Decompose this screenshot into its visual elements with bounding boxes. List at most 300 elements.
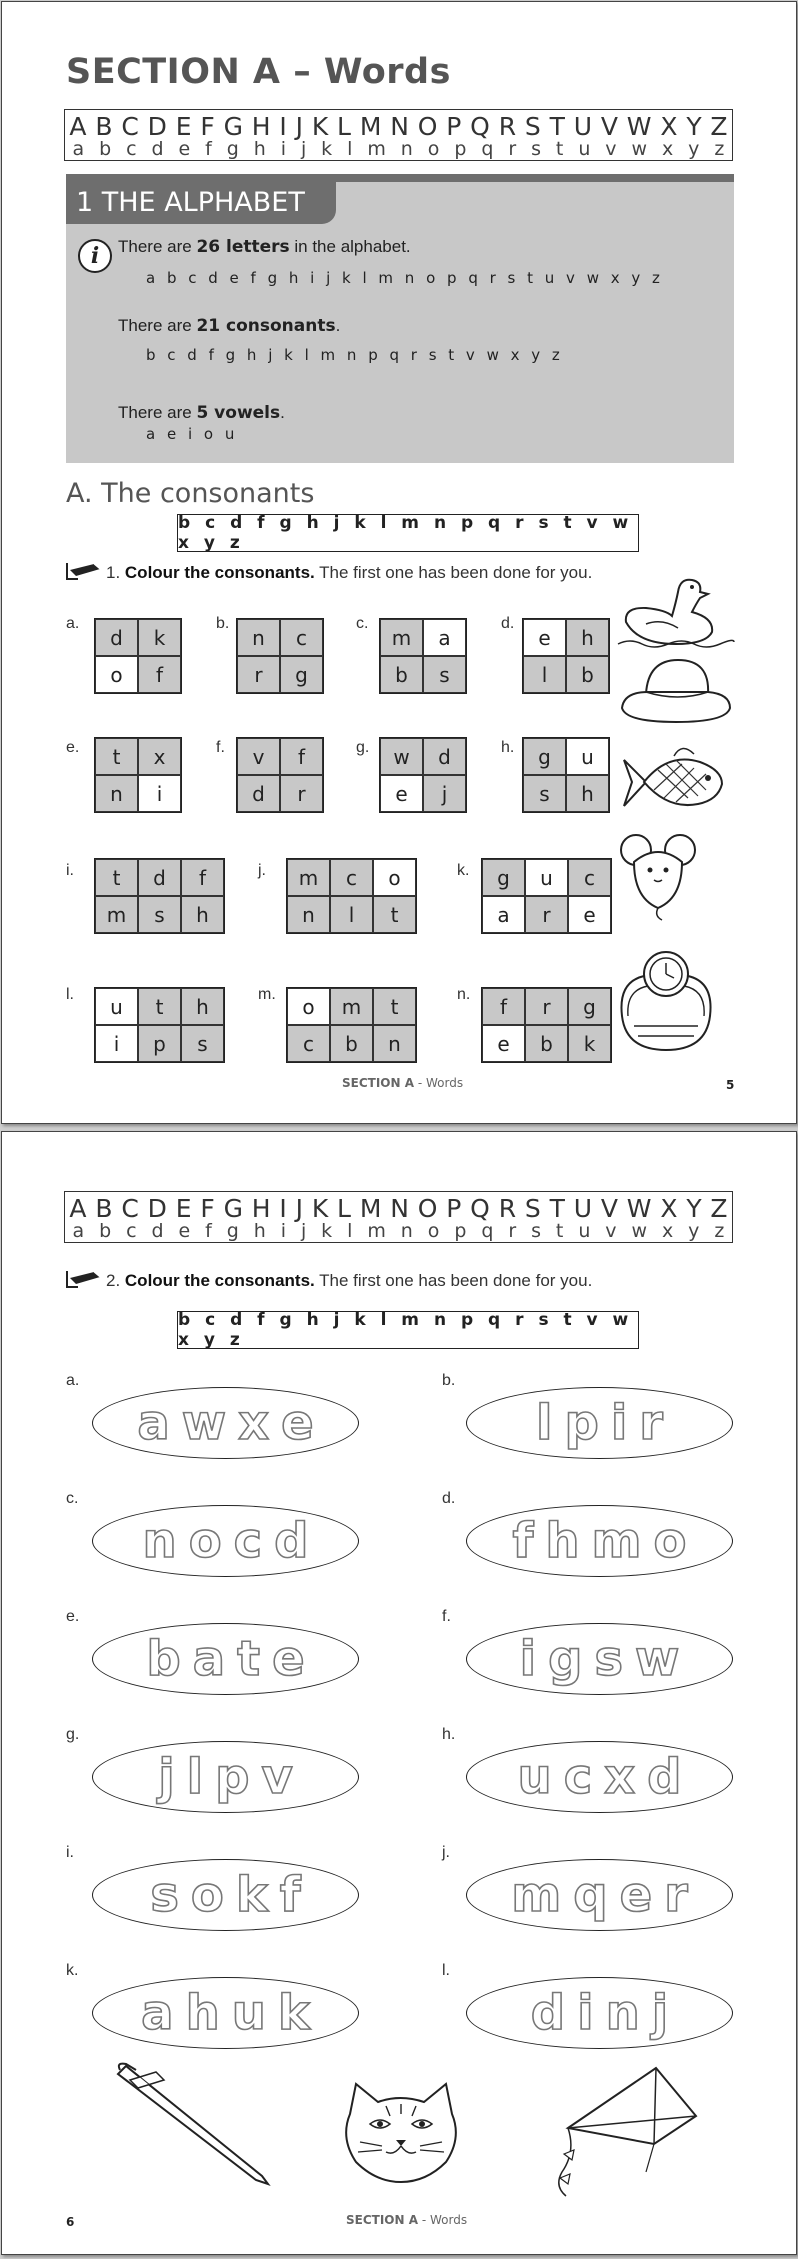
cat-illustration (336, 2078, 466, 2188)
letter-cell[interactable]: k (138, 619, 181, 656)
letter-cell[interactable]: g (280, 656, 323, 693)
outlined-letter[interactable]: c (563, 1749, 593, 1805)
alphabet-uppercase-row (65, 1194, 732, 1223)
exercise-label: d. (501, 615, 515, 632)
letter-cell[interactable]: i (95, 1025, 138, 1062)
letter-cell[interactable]: d (423, 738, 466, 775)
alphabet-lowercase-row (65, 138, 732, 160)
alphabet-letter: j (300, 138, 307, 160)
alphabet-letter: u (578, 1220, 591, 1242)
letter-cell[interactable]: m (330, 988, 373, 1025)
alphabet-letter: R (498, 1194, 517, 1223)
outlined-letter[interactable]: l (186, 1749, 204, 1805)
exercise-label: f. (216, 739, 225, 756)
outlined-letter[interactable]: p (564, 1395, 599, 1451)
outlined-letter[interactable]: l (536, 1395, 553, 1451)
outlined-letter[interactable]: h (185, 1985, 220, 2041)
letter-oval (466, 1977, 733, 2049)
letter-cell[interactable]: r (525, 988, 568, 1025)
vowels-count: 5 vowels (196, 403, 281, 423)
alphabet-letter: i (280, 1220, 286, 1242)
alphabet-letter: m (367, 138, 386, 160)
exercise-label: g. (356, 739, 370, 756)
outlined-letter[interactable]: r (664, 1867, 688, 1923)
outlined-letter[interactable]: k (235, 1867, 268, 1923)
letter-cell[interactable]: h (566, 619, 609, 656)
outlined-letter[interactable]: b (146, 1631, 181, 1687)
alphabet-letter: W (626, 1194, 652, 1223)
page-number: 6 (66, 2215, 75, 2229)
alphabet-letter: n (400, 1220, 413, 1242)
exercise-label: c. (66, 1490, 79, 1507)
letter-cell[interactable]: t (373, 988, 416, 1025)
text-part: There are (118, 403, 197, 422)
alphabet-letter: g (226, 138, 239, 160)
alphabet-letter: F (200, 112, 215, 141)
workbook-page-5 (1, 1, 797, 1124)
outlined-letter[interactable]: s (150, 1867, 179, 1923)
alphabet-letter: B (95, 1194, 113, 1223)
alphabet-letter: P (446, 1194, 462, 1223)
letters-count-line (118, 237, 411, 257)
alphabet-letter: s (531, 138, 541, 160)
outlined-letter[interactable]: h (545, 1513, 580, 1569)
letter-grid (522, 618, 610, 694)
letter-cell[interactable]: c (330, 859, 373, 896)
outlined-letter[interactable]: o (653, 1513, 687, 1569)
mouse-illustration (618, 828, 698, 922)
letter-cell[interactable]: u (566, 738, 609, 775)
letter-cell[interactable]: f (280, 738, 323, 775)
alphabet-letter: q (481, 1220, 494, 1242)
outlined-letter[interactable]: i (610, 1395, 628, 1451)
letter-cell[interactable]: o (287, 988, 330, 1025)
letter-cell[interactable]: b (330, 1025, 373, 1062)
letter-cell[interactable]: b (566, 656, 609, 693)
alphabet-letter: x (661, 1220, 674, 1242)
outlined-letter[interactable]: f (279, 1867, 301, 1923)
outlined-letter[interactable]: d (530, 1985, 566, 2041)
alphabet-letter: f (205, 138, 212, 160)
alphabet-letter: q (481, 138, 494, 160)
alphabet-letter: g (226, 1220, 239, 1242)
exercise-2-instruction (106, 1271, 592, 1291)
alphabet-letter: z (714, 1220, 725, 1242)
exercise-label: b. (442, 1372, 456, 1389)
exercise-label: f. (442, 1608, 451, 1625)
letter-cell[interactable]: n (95, 775, 138, 812)
letter-cell[interactable]: a (482, 896, 525, 933)
outlined-letter[interactable]: r (639, 1395, 663, 1451)
outlined-letter[interactable]: u (231, 1985, 266, 2041)
outlined-letter[interactable]: m (591, 1513, 642, 1569)
text-part: There are (118, 237, 197, 256)
letter-grid (94, 618, 182, 694)
outlined-letter[interactable]: u (517, 1749, 552, 1805)
letter-cell[interactable]: b (525, 1025, 568, 1062)
letter-cell[interactable]: d (95, 619, 138, 656)
letter-cell[interactable]: s (423, 656, 466, 693)
exercise-label: d. (442, 1490, 456, 1507)
letter-cell[interactable]: t (95, 738, 138, 775)
letter-cell[interactable]: h (181, 988, 224, 1025)
letter-oval (92, 1505, 359, 1577)
letter-cell[interactable]: n (373, 1025, 416, 1062)
alphabet-letter: k (321, 138, 333, 160)
text-part: - Words (418, 2213, 468, 2227)
outlined-letter[interactable]: x (238, 1395, 270, 1451)
letter-grid (286, 987, 417, 1063)
fish-illustration (618, 740, 728, 824)
alphabet-letter: E (175, 112, 192, 141)
alphabet-letter: H (251, 112, 271, 141)
letter-cell[interactable]: s (138, 896, 181, 933)
letter-cell[interactable]: f (138, 656, 181, 693)
letter-oval (466, 1741, 733, 1813)
alphabet-letter: A (69, 112, 87, 141)
letter-cell[interactable]: n (237, 619, 280, 656)
outlined-letter[interactable]: m (511, 1867, 562, 1923)
letter-cell[interactable]: j (423, 775, 466, 812)
letter-oval (466, 1623, 733, 1695)
letter-cell[interactable]: e (380, 775, 423, 812)
outlined-letter[interactable]: n (142, 1513, 177, 1569)
alphabet-letter: N (390, 112, 409, 141)
alphabet-letter: G (223, 1194, 243, 1223)
outlined-letter[interactable]: e (272, 1631, 305, 1687)
letter-cell[interactable]: u (525, 859, 568, 896)
exercise-label: e. (66, 1608, 80, 1625)
alphabet-letter: E (175, 1194, 192, 1223)
alphabet-letter: o (427, 1220, 440, 1242)
exercise-label: n. (457, 986, 471, 1003)
alphabet-letter: y (688, 1220, 700, 1242)
alphabet-letter: m (367, 1220, 386, 1242)
vowels-list: a e i o u (146, 425, 237, 443)
text-part: Colour the consonants. (124, 563, 315, 582)
alphabet-letter: t (555, 138, 564, 160)
letter-cell[interactable]: t (373, 896, 416, 933)
text-part: SECTION A (346, 2213, 419, 2227)
letter-oval (466, 1859, 733, 1931)
consonants-count: 21 consonants (196, 316, 336, 336)
alphabet-letter: U (573, 1194, 593, 1223)
letter-cell[interactable]: m (287, 859, 330, 896)
alphabet-letter: O (417, 112, 438, 141)
outlined-letter[interactable]: g (548, 1631, 583, 1687)
alphabet-letter: v (605, 1220, 617, 1242)
outlined-letter[interactable]: i (577, 1985, 594, 2041)
alphabet-letter: a (72, 138, 85, 160)
alphabet-letter: c (126, 1220, 137, 1242)
outlined-letter[interactable]: j (651, 1985, 669, 2041)
letter-cell[interactable]: n (287, 896, 330, 933)
letter-cell[interactable]: c (568, 859, 611, 896)
page-footer (342, 1076, 463, 1090)
alphabet-letter: a (72, 1220, 85, 1242)
letter-cell[interactable]: c (287, 1025, 330, 1062)
consonants-list: b c d f g h j k l m n p q r s t v w x y z (146, 346, 562, 364)
alphabet-letter: k (321, 1220, 333, 1242)
letter-cell[interactable]: e (482, 1025, 525, 1062)
alphabet-letter: i (280, 138, 286, 160)
letter-cell[interactable]: m (95, 896, 138, 933)
alphabet-letter: e (178, 138, 191, 160)
text-part: in the alphabet. (289, 237, 411, 256)
alphabet-letter: L (337, 1194, 351, 1223)
text-part: 2. (106, 1271, 125, 1290)
alphabet-letter: P (446, 112, 462, 141)
consonants-subheading: A. The consonants (66, 478, 315, 509)
letter-cell[interactable]: t (138, 988, 181, 1025)
letter-cell[interactable]: u (95, 988, 138, 1025)
letter-cell[interactable]: g (523, 738, 566, 775)
exercise-label: h. (501, 739, 515, 756)
letter-grid (379, 737, 467, 813)
alphabet-letter: G (223, 112, 243, 141)
letter-oval (92, 1859, 359, 1931)
alphabet-letter: A (69, 1194, 87, 1223)
info-icon: i (78, 239, 112, 273)
letter-cell[interactable]: m (380, 619, 423, 656)
alphabet-letter: e (178, 1220, 191, 1242)
letter-cell[interactable]: d (237, 775, 280, 812)
letter-oval (92, 1623, 359, 1695)
pen-illustration (112, 2058, 282, 2188)
outlined-letter[interactable]: w (181, 1395, 227, 1451)
exercise-label: l. (66, 986, 74, 1003)
text-part: - Words (414, 1076, 464, 1090)
vowels-count-line (118, 403, 285, 423)
text-part: The first one has been done for you. (314, 563, 593, 582)
letter-cell[interactable]: f (181, 859, 224, 896)
letter-cell[interactable]: o (373, 859, 416, 896)
alphabet-letter: p (454, 1220, 467, 1242)
alphabet-letter: x (661, 138, 674, 160)
alphabet-letter: N (390, 1194, 409, 1223)
outlined-letter[interactable]: p (215, 1749, 250, 1805)
outlined-letter[interactable]: w (635, 1631, 680, 1687)
alphabet-letter: I (279, 112, 287, 141)
letter-cell[interactable]: s (523, 775, 566, 812)
letter-cell[interactable]: w (380, 738, 423, 775)
letter-cell[interactable]: o (95, 656, 138, 693)
alphabet-letter: Q (470, 1194, 490, 1223)
outlined-letter[interactable]: x (604, 1749, 636, 1805)
outlined-letter[interactable]: d (647, 1749, 682, 1805)
alphabet-letter: X (660, 1194, 678, 1223)
alphabet-letter: M (359, 112, 382, 141)
letter-cell[interactable]: f (482, 988, 525, 1025)
workbook-page-6 (1, 1131, 797, 2255)
letters-count: 26 letters (196, 237, 290, 257)
letter-cell[interactable]: t (95, 859, 138, 896)
outlined-letter[interactable]: a (137, 1395, 170, 1451)
letter-cell[interactable]: k (568, 1025, 611, 1062)
alphabet-letter: K (311, 1194, 329, 1223)
outlined-letter[interactable]: e (281, 1395, 314, 1451)
alphabet-uppercase-row (65, 112, 732, 141)
letter-oval (92, 1387, 359, 1459)
letter-oval (466, 1505, 733, 1577)
letter-cell[interactable]: g (568, 988, 611, 1025)
alphabet-letter: h (253, 1220, 266, 1242)
alphabet-letter: T (549, 112, 565, 141)
alphabet-letter: B (95, 112, 113, 141)
letter-cell[interactable]: r (280, 775, 323, 812)
outlined-letter[interactable]: f (512, 1513, 534, 1569)
letter-cell[interactable]: l (523, 656, 566, 693)
section-title: SECTION A – Words (66, 52, 451, 92)
alphabet-letter: r (508, 1220, 517, 1242)
alphabet-letter: s (531, 1220, 541, 1242)
alphabet-letter: C (121, 1194, 139, 1223)
all-letters-list: a b c d e f g h i j k l m n o p q r s t u v w x y z (146, 269, 662, 287)
exercise-label: j. (442, 1844, 450, 1861)
letter-grid (94, 987, 225, 1063)
alphabet-lowercase-row (65, 1220, 732, 1242)
consonants-count-line (118, 316, 340, 336)
letter-grid (236, 618, 324, 694)
letter-cell[interactable]: e (568, 896, 611, 933)
exercise-label: h. (442, 1726, 456, 1743)
outlined-letter[interactable]: i (519, 1631, 537, 1687)
alphabet-letter: D (147, 1194, 167, 1223)
letter-cell[interactable]: h (181, 896, 224, 933)
alphabet-letter: b (99, 1220, 112, 1242)
outlined-letter[interactable]: d (274, 1513, 309, 1569)
alphabet-letter: y (688, 138, 700, 160)
outlined-letter[interactable]: j (158, 1749, 175, 1805)
outlined-letter[interactable]: c (233, 1513, 263, 1569)
text-part: The first one has been done for you. (314, 1271, 593, 1290)
exercise-label: i. (66, 862, 74, 879)
alphabet-letter: d (151, 1220, 164, 1242)
letter-oval (466, 1387, 733, 1459)
pencil-icon (66, 1268, 102, 1290)
alphabet-letter: j (300, 1220, 307, 1242)
page-footer (346, 2213, 467, 2227)
alphabet-letter: w (631, 138, 648, 160)
exercise-label: e. (66, 739, 80, 756)
letter-grid (379, 618, 467, 694)
alphabet-letter: V (600, 1194, 618, 1223)
alphabet-info-panel (66, 174, 734, 463)
exercise-label: l. (442, 1962, 450, 1979)
alphabet-letter: l (347, 138, 353, 160)
letter-cell[interactable]: l (330, 896, 373, 933)
exercise-label: m. (258, 986, 276, 1003)
exercise-1-instruction (106, 563, 592, 583)
exercise-label: a. (66, 615, 80, 632)
outlined-letter[interactable]: s (594, 1631, 624, 1687)
alphabet-letter: K (311, 112, 329, 141)
alphabet-letter: Z (710, 1194, 728, 1223)
alphabet-letter: v (605, 138, 617, 160)
alphabet-letter: o (427, 138, 440, 160)
exercise-label: c. (356, 615, 369, 632)
letter-grid (94, 737, 182, 813)
alphabet-letter: b (99, 138, 112, 160)
letter-grid (236, 737, 324, 813)
letter-cell[interactable]: r (525, 896, 568, 933)
text-part: 1. (106, 563, 125, 582)
exercise-label: g. (66, 1726, 80, 1743)
kite-illustration (550, 2062, 700, 2202)
alphabet-letter: I (279, 1194, 287, 1223)
watch-illustration (614, 946, 718, 1056)
letter-cell[interactable]: a (423, 619, 466, 656)
alphabet-letter: S (524, 112, 541, 141)
outlined-letter[interactable]: k (277, 1985, 310, 2041)
text-part: SECTION A (342, 1076, 415, 1090)
alphabet-letter: f (205, 1220, 212, 1242)
alphabet-letter: Z (710, 112, 728, 141)
unit-tab-title: 1 THE ALPHABET (66, 182, 336, 224)
alphabet-strip (64, 109, 733, 161)
exercise-label: k. (66, 1962, 79, 1979)
letter-cell[interactable]: x (138, 738, 181, 775)
letter-cell[interactable]: h (566, 775, 609, 812)
letter-cell[interactable]: i (138, 775, 181, 812)
alphabet-letter: L (337, 112, 351, 141)
letter-cell[interactable]: p (138, 1025, 181, 1062)
letter-cell[interactable]: c (280, 619, 323, 656)
alphabet-letter: F (200, 1194, 215, 1223)
alphabet-letter: Y (686, 1194, 702, 1223)
alphabet-letter: z (714, 138, 725, 160)
outlined-letter[interactable]: t (237, 1631, 261, 1687)
alphabet-letter: C (121, 112, 139, 141)
exercise-label: b. (216, 615, 230, 632)
letter-grid (94, 858, 225, 934)
consonant-reference-box: b c d f g h j k l m n p q r s t v w x y z (177, 1311, 639, 1349)
alphabet-letter: p (454, 138, 467, 160)
outlined-letter[interactable]: v (261, 1749, 293, 1805)
text-part: There are (118, 316, 197, 335)
letter-cell[interactable]: e (523, 619, 566, 656)
letter-cell[interactable]: v (237, 738, 280, 775)
alphabet-letter: R (498, 112, 517, 141)
alphabet-letter: r (508, 138, 517, 160)
outlined-letter[interactable]: a (192, 1631, 226, 1687)
alphabet-letter: Y (686, 112, 702, 141)
alphabet-letter: h (253, 138, 266, 160)
outlined-letter[interactable]: o (190, 1867, 224, 1923)
letter-cell[interactable]: g (482, 859, 525, 896)
letter-grid (522, 737, 610, 813)
outlined-letter[interactable]: a (141, 1985, 174, 2041)
hat-illustration (618, 652, 734, 728)
alphabet-letter: U (573, 112, 593, 141)
letter-cell[interactable]: s (181, 1025, 224, 1062)
letter-cell[interactable]: b (380, 656, 423, 693)
outlined-letter[interactable]: q (573, 1867, 608, 1923)
alphabet-letter: J (295, 112, 303, 141)
outlined-letter[interactable]: o (188, 1513, 222, 1569)
letter-cell[interactable]: r (237, 656, 280, 693)
alphabet-letter: H (251, 1194, 271, 1223)
alphabet-letter: S (524, 1194, 541, 1223)
alphabet-letter: W (626, 112, 652, 141)
alphabet-letter: D (147, 112, 167, 141)
exercise-label: j. (258, 862, 266, 879)
outlined-letter[interactable]: n (605, 1985, 640, 2041)
letter-cell[interactable]: d (138, 859, 181, 896)
outlined-letter[interactable]: e (619, 1867, 653, 1923)
alphabet-letter: J (295, 1194, 303, 1223)
alphabet-strip (64, 1191, 733, 1243)
